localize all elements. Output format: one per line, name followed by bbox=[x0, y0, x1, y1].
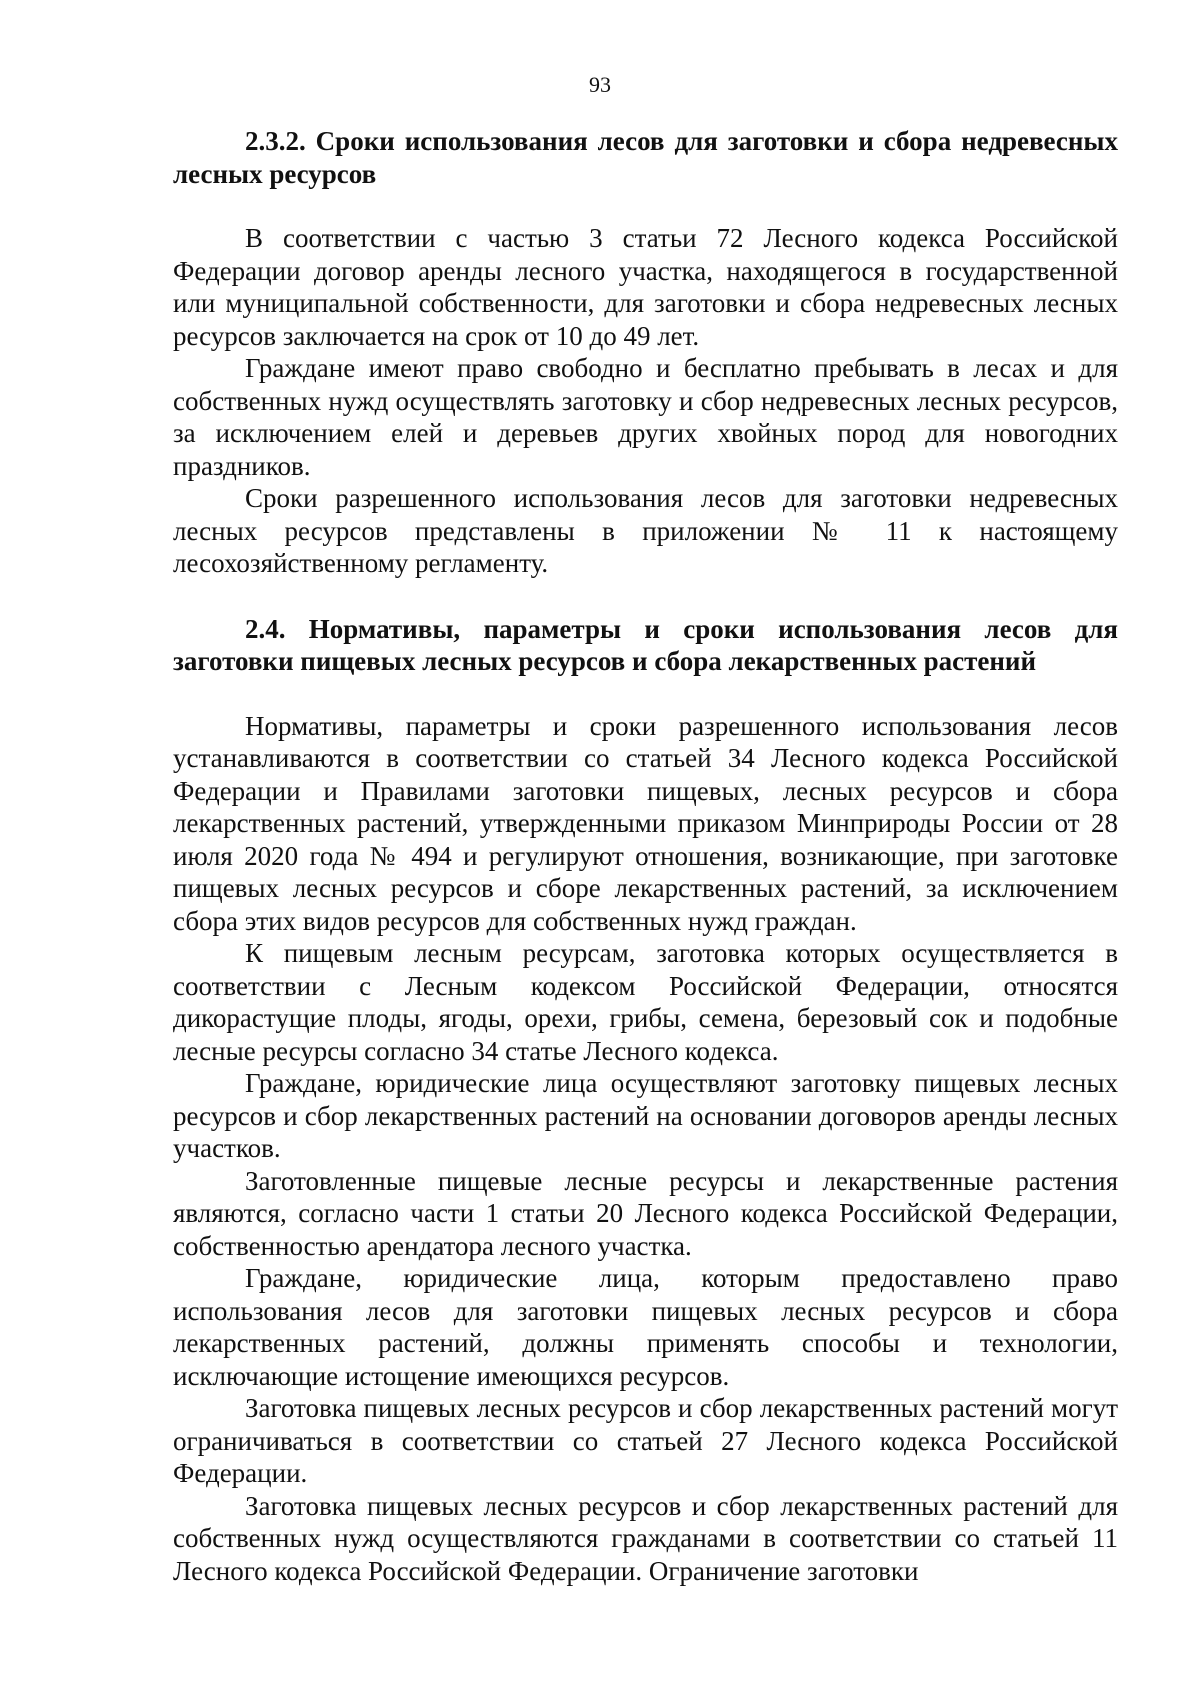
paragraph: Нормативы, параметры и сроки разрешенного использования лесов устанавливаются в соответствии со статьей 34 Лесного кодекса Российской Федерации и Правилами заготовки пищевых, лесных ресурсов и сбора лекарственных растений, утвержденными приказом Минприроды России от 28 июля 2020 года № 494 и регулируют отношения, возникающие, при заготовке пищевых лесных ресурсов и сборе лекарственных растений, за исключением сбора этих видов ресурсов для собственных нужд граждан. bbox=[173, 710, 1118, 936]
paragraph: Граждане имеют право свободно и бесплатно пребывать в лесах и для собственных нужд осуществлять заготовку и сбор недревесных лесных ресурсов, за исключением елей и деревьев других хвойных пород для новогодних праздников. bbox=[173, 353, 1118, 481]
paragraph: В соответствии с частью 3 статьи 72 Лесного кодекса Российской Федерации договор аренды лесного участка, находящегося в государственной или муниципальной собственности, для заготовки и сбора недревесных лесных ресурсов заключается на срок от 10 до 49 лет. bbox=[173, 223, 1118, 351]
section-heading-2-3-2: 2.3.2. Сроки использования лесов для заготовки и сбора недревесных лесных ресурсов bbox=[173, 126, 1118, 189]
paragraph: Заготовка пищевых лесных ресурсов и сбор лекарственных растений для собственных нужд осуществляются гражданами в соответствии со статьей 11 Лесного кодекса Российской Федерации. Ограничение заготовки bbox=[173, 1490, 1118, 1586]
paragraph: Граждане, юридические лица осуществляют заготовку пищевых лесных ресурсов и сбор лекарственных растений на основании договоров аренды лесных участков. bbox=[173, 1068, 1118, 1163]
paragraph: К пищевым лесным ресурсам, заготовка которых осуществляется в соответствии с Лесным кодексом Российской Федерации, относятся дикорастущие плоды, ягоды, орехи, грибы, семена, березовый сок и подобные лесные ресурсы согласно 34 статье Лесного кодекса. bbox=[173, 938, 1118, 1066]
paragraph: Заготовка пищевых лесных ресурсов и сбор лекарственных растений могут ограничиваться в соответствии со статьей 27 Лесного кодекса Российской Федерации. bbox=[173, 1393, 1118, 1488]
page-number: 93 bbox=[589, 72, 611, 97]
section-heading-2-4: 2.4. Нормативы, параметры и сроки использования лесов для заготовки пищевых лесных ресурсов и сбора лекарственных растений bbox=[173, 613, 1118, 676]
document-body bbox=[173, 125, 1118, 1587]
paragraph: Сроки разрешенного использования лесов для заготовки недревесных лесных ресурсов представлены в приложении № 11 к настоящему лесохозяйственному регламенту. bbox=[173, 483, 1118, 578]
paragraph: Граждане, юридические лица, которым предоставлено право использования лесов для заготовки пищевых лесных ресурсов и сбора лекарственных растений, должны применять способы и технологии, исключающие истощение имеющихся ресурсов. bbox=[173, 1263, 1118, 1391]
paragraph: Заготовленные пищевые лесные ресурсы и лекарственные растения являются, согласно части 1 статьи 20 Лесного кодекса Российской Федерации, собственностью арендатора лесного участка. bbox=[173, 1165, 1118, 1261]
